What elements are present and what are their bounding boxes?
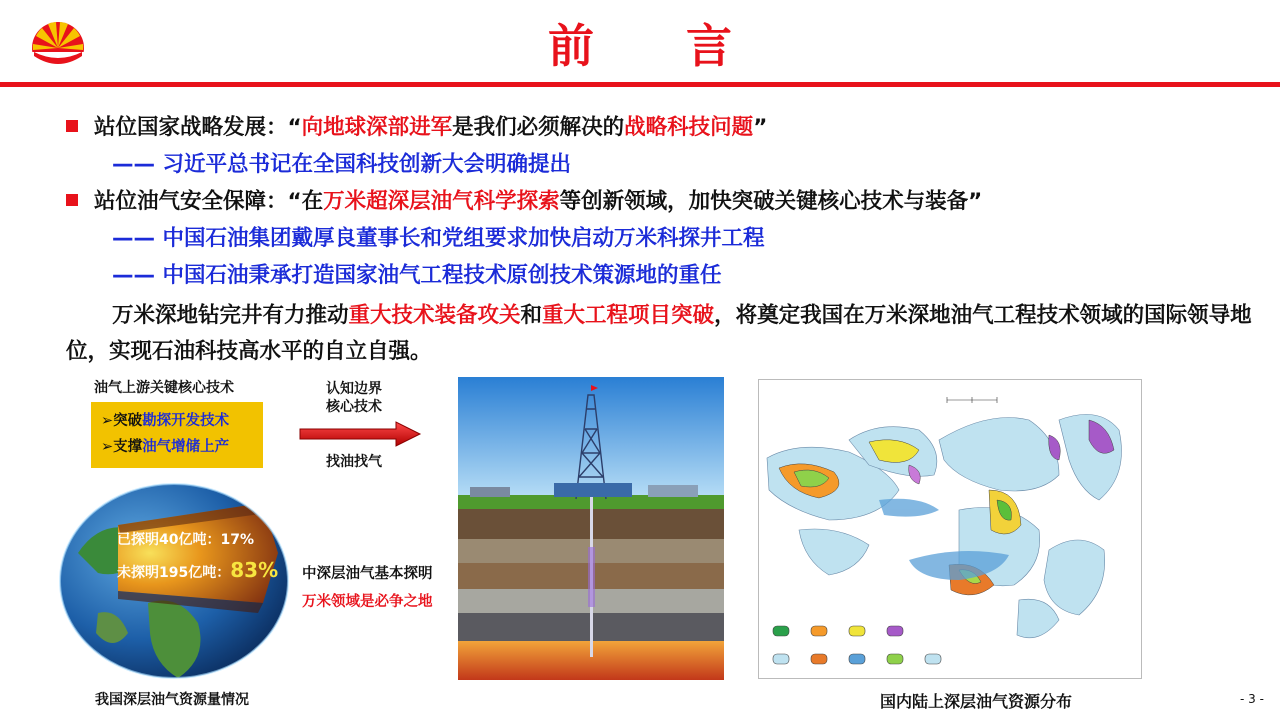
bullet-square-icon: [66, 120, 78, 132]
summary-paragraph: [66, 298, 1266, 370]
page-number: - 3 -: [1240, 692, 1264, 706]
bullet-lead: 站位国家战略发展：“: [94, 115, 302, 140]
right-arrow-icon: [298, 421, 422, 447]
attribution-note: —— 中国石油秉承打造国家油气工程技术原创技术策源地的重任: [112, 263, 722, 288]
arrow-label-top: 认知边界核心技术: [326, 381, 382, 415]
paragraph-text: ，将奠定我国在万米深地油气工程技术领域的国际领导地位，实现石油科技高水平的自立自强。: [66, 303, 1252, 364]
page-title: 前 言: [547, 19, 770, 73]
attribution-note: —— 中国石油集团戴厚良董事长和党组要求加快启动万米科探井工程: [112, 226, 765, 251]
globe-caption: 我国深层油气资源量情况: [95, 692, 249, 708]
item-prefix: ➢支撑: [101, 439, 143, 455]
bullet-square-icon: [66, 194, 78, 206]
core-tech-item: [101, 434, 253, 460]
bullet-tail: 等创新领域，加快突破关键核心技术与装备”: [559, 189, 983, 214]
unexplored-text: 未探明195亿吨：: [117, 565, 231, 581]
unexplored-percent: 83%: [230, 558, 279, 582]
item-emphasis: 油气增储上产: [142, 439, 230, 455]
bullet-lead: 站位油气安全保障：“在: [94, 189, 324, 214]
core-tech-box: [91, 402, 263, 468]
resource-distribution-map: [758, 379, 1142, 679]
item-prefix: ➢突破: [101, 413, 143, 429]
drilling-rig-image: [458, 377, 724, 680]
item-emphasis: 勘探开发技术: [142, 413, 230, 429]
paragraph-text: 万米深地钻完井有力推动: [112, 303, 349, 328]
china-map-image: [759, 380, 1143, 680]
core-tech-item: [101, 408, 253, 434]
bullet-strategy: [66, 110, 767, 141]
core-tech-title: 油气上游关键核心技术: [94, 380, 234, 396]
ultra-deep-note: 万米领域是必争之地: [302, 594, 433, 610]
mid-depth-note: 中深层油气基本探明: [302, 566, 433, 582]
bullet-security: [66, 184, 982, 215]
explored-reserve-label: 已探明40亿吨：17%: [117, 532, 254, 548]
emphasis-text: 战略科技问题: [624, 115, 754, 140]
header-rule: [0, 82, 1280, 87]
map-caption: 国内陆上深层油气资源分布: [880, 692, 1073, 711]
paragraph-text: 和: [520, 303, 543, 328]
attribution-note: —— 习近平总书记在全国科技创新大会明确提出: [112, 152, 571, 177]
arrow-label-bottom: 找油找气: [326, 454, 382, 470]
bullet-mid: 是我们必须解决的: [452, 115, 625, 140]
emphasis-text: 万米超深层油气科学探索: [323, 189, 560, 214]
bullet-tail: ”: [753, 115, 768, 140]
emphasis-text: 重大工程项目突破: [542, 303, 715, 328]
unexplored-reserve-label: [117, 558, 278, 582]
emphasis-text: 向地球深部进军: [301, 115, 453, 140]
emphasis-text: 重大技术装备攻关: [348, 303, 521, 328]
